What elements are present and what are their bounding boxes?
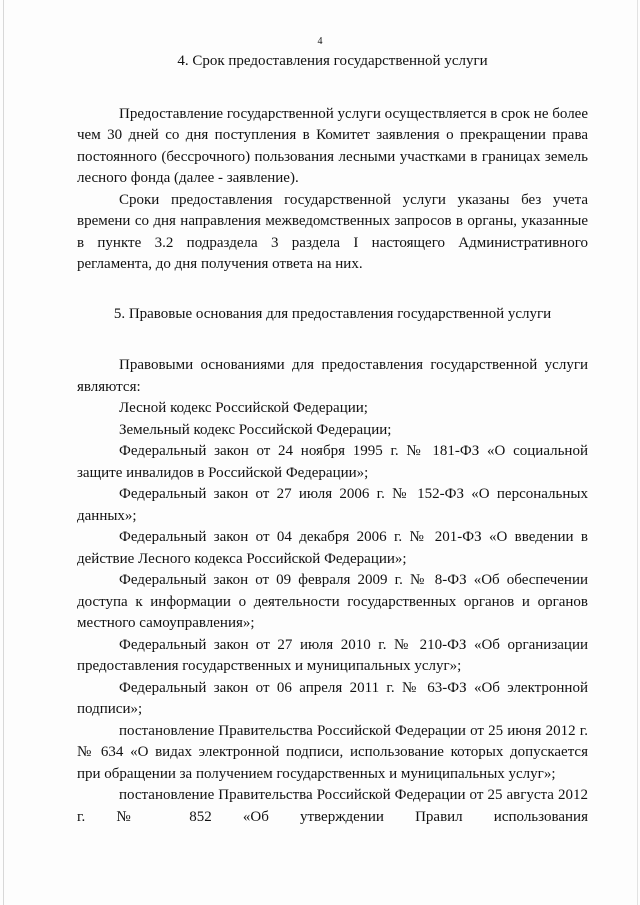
law-list-item: Федеральный закон от 27 июля 2006 г. № 152-ФЗ «О персональных данных»; [77, 486, 588, 524]
law-list-item: Федеральный закон от 27 июля 2010 г. № 210-ФЗ «Об организации предоставления государственных и муниципальных услуг»; [77, 636, 588, 674]
law-list-item: постановление Правительства Российской Федерации от 25 июня 2012 г. № 634 «О видах электронной подписи, использование которых допускается при обращении за получением государственных и муниципальных услуг»; [77, 722, 588, 782]
page-edge-right [637, 0, 638, 905]
law-list-item: Лесной кодекс Российской Федерации; [119, 400, 368, 416]
section-4-heading: 4. Срок предоставления государственной услуги [177, 53, 488, 69]
page-edge-left [3, 0, 4, 905]
section-5-paragraph: Правовыми основаниями для предоставления государственной услуги являются: [77, 357, 588, 395]
law-list-item: Федеральный закон от 06 апреля 2011 г. № 63-ФЗ «Об электронной подписи»; [77, 679, 588, 717]
law-list-item: постановление Правительства Российской Федерации от 25 августа 2012 г. № 852 «Об утверждении Правил использования [77, 787, 588, 825]
section-4-paragraph: Предоставление государственной услуги осуществляется в срок не более чем 30 дней со дня поступления в Комитет заявления о прекращении права постоянного (бессрочного) пользования лесными участками в границах земель лесного фонда (далее - заявление). [77, 105, 588, 186]
law-list-item: Федеральный закон от 24 ноября 1995 г. № 181-ФЗ «О социальной защите инвалидов в Российской Федерации»; [77, 443, 588, 481]
document-body [77, 51, 588, 828]
law-list-item: Федеральный закон от 04 декабря 2006 г. № 201-ФЗ «О введении в действие Лесного кодекса Российской Федерации»; [77, 529, 588, 567]
section-4-paragraph: Сроки предоставления государственной услуги указаны без учета времени со дня направления межведомственных запросов в органы, указанные в пункте 3.2 подраздела 3 раздела I настоящего Административного регламента, до дня получения ответа на них. [77, 191, 588, 272]
page-number: 4 [317, 36, 323, 47]
law-list-item: Земельный кодекс Российской Федерации; [119, 421, 392, 438]
section-5-heading: 5. Правовые основания для предоставления государственной услуги [113, 305, 552, 322]
law-list-item: Федеральный закон от 09 февраля 2009 г. № 8-ФЗ «Об обеспечении доступа к информации о деятельности государственных органов и органов местного самоуправления»; [77, 572, 588, 631]
